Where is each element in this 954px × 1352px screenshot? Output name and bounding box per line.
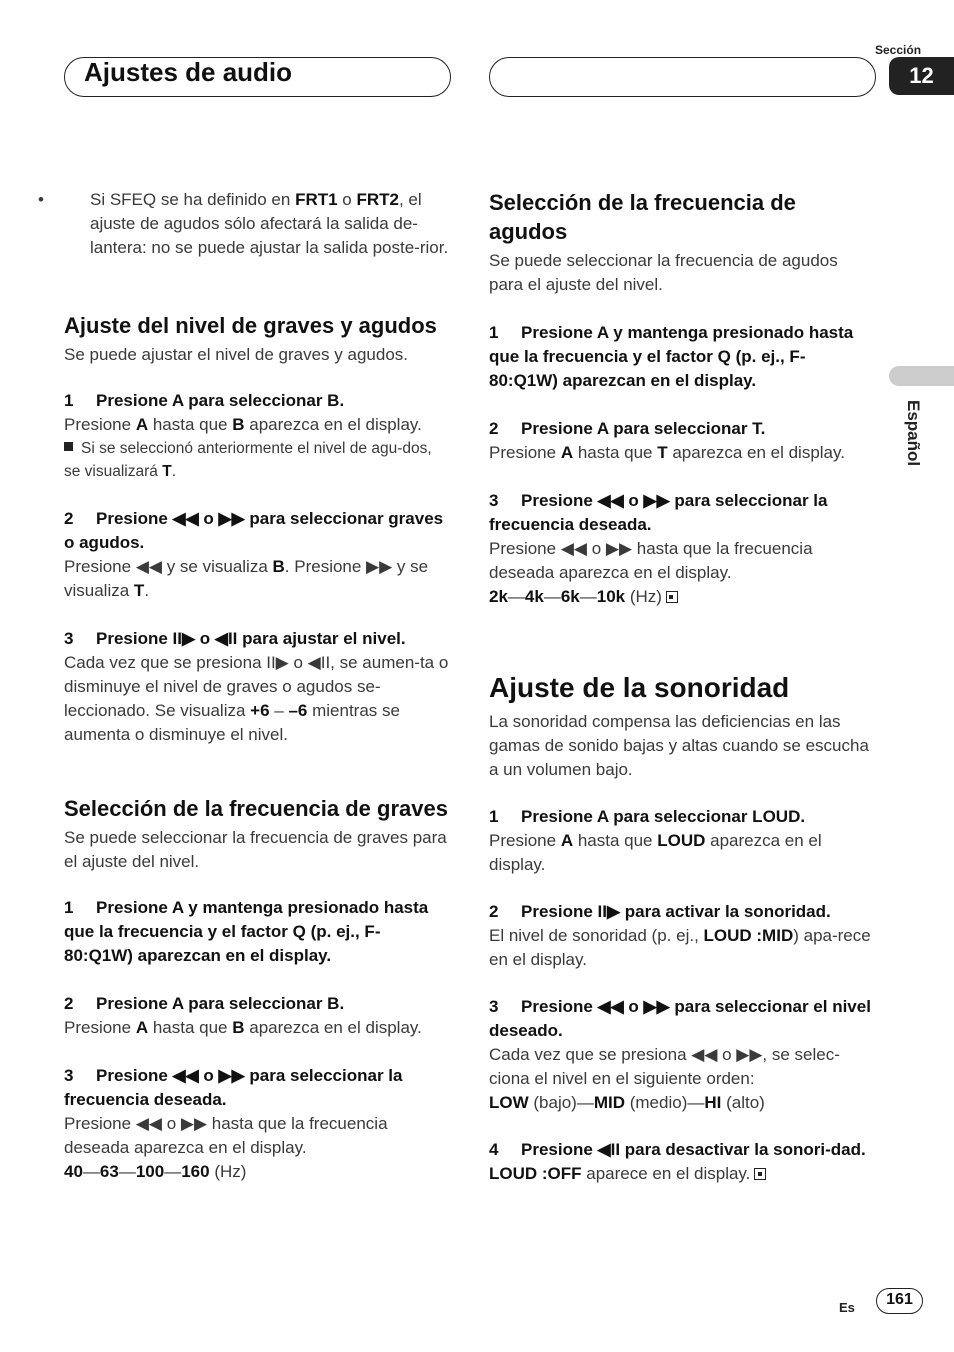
text-bold: LOW	[489, 1093, 529, 1112]
heading-bass-freq: Selección de la frecuencia de graves	[64, 796, 448, 821]
section-label: Sección	[875, 43, 922, 57]
step-title	[489, 489, 875, 537]
frequency-values	[489, 585, 875, 609]
text: —	[543, 587, 561, 606]
text: —	[164, 1162, 182, 1181]
step-text: Presione A para seleccionar T.	[521, 419, 766, 438]
frequency-values	[64, 1160, 450, 1184]
text-bold: LOUD :OFF	[489, 1164, 582, 1183]
text-bold: FRT2	[356, 190, 399, 209]
text-bold: HI	[704, 1093, 722, 1112]
loudness-levels	[489, 1091, 875, 1115]
step-number: 3	[64, 629, 74, 648]
step-title	[489, 805, 875, 829]
step-number: 1	[489, 807, 499, 826]
end-mark-icon	[754, 1168, 766, 1180]
step-number: 2	[489, 419, 499, 438]
step-title	[64, 627, 450, 651]
text: . Presione ▶▶ y se visualiza	[64, 557, 429, 600]
step-body	[489, 924, 875, 972]
text-bold: A	[560, 831, 574, 850]
text-bold: MID	[593, 1093, 626, 1112]
text: .	[171, 463, 176, 480]
step-title	[64, 389, 450, 413]
step-title	[489, 417, 875, 441]
step-body	[489, 1162, 875, 1186]
step-title	[64, 896, 450, 968]
step-body	[64, 1016, 450, 1040]
text: (Hz)	[209, 1162, 247, 1181]
text-bold: B	[232, 1018, 245, 1037]
right-column	[489, 188, 875, 1186]
end-mark-icon	[666, 591, 678, 603]
text-bold: 40	[64, 1162, 83, 1181]
step-body: Presione ◀◀ o ▶▶ hasta que la frecuencia deseada aparezca en el display.	[489, 539, 813, 582]
text: mientras se aumenta o disminuye el nivel.	[64, 701, 400, 744]
step-title	[489, 1138, 875, 1162]
text: aparezca en el display.	[244, 415, 422, 434]
step-title	[64, 1064, 450, 1112]
section-number: 12	[889, 57, 954, 95]
text-bold: A	[135, 415, 149, 434]
step-body: Cada vez que se presiona ◀◀ o ▶▶, se selec-ciona el nivel en el siguiente orden:	[489, 1045, 840, 1088]
step-text: Presione ◀II para desactivar la sonori-dad.	[521, 1140, 866, 1159]
text: hasta que	[148, 1018, 233, 1037]
step-number: 3	[64, 1066, 74, 1085]
step-title	[64, 507, 450, 555]
bullet-note	[38, 188, 450, 260]
step-text: Presione II▶ o ◀II para ajustar el nivel.	[96, 629, 406, 648]
text-bold: A	[135, 1018, 149, 1037]
step-text: Presione A y mantenga presionado hasta que la frecuencia y el factor Q (p. ej., F- 80:Q1W) aparezcan en el display.	[64, 898, 429, 965]
step-text: Presione A y mantenga presionado hasta que la frecuencia y el factor Q (p. ej., F- 80:Q1W) aparezcan en el display.	[489, 323, 854, 390]
text: —	[82, 1162, 100, 1181]
text-bold: 160	[181, 1162, 210, 1181]
text-bold: T	[162, 463, 172, 480]
text: —	[579, 587, 597, 606]
step-title	[489, 900, 875, 924]
step-note	[64, 437, 450, 483]
step-body	[64, 413, 450, 437]
text: (medio)—	[625, 1093, 705, 1112]
step-body: Presione ◀◀ o ▶▶ hasta que la frecuencia deseada aparezca en el display.	[64, 1114, 388, 1157]
step-text: Presione A para seleccionar B.	[96, 391, 345, 410]
text: —	[507, 587, 525, 606]
text: aparece en el display.	[581, 1164, 751, 1183]
step-title	[489, 321, 875, 393]
step-text: Presione ◀◀ o ▶▶ para seleccionar graves o agudos.	[64, 509, 444, 552]
text: Presione	[64, 415, 136, 434]
language-tab-bar	[889, 366, 954, 386]
text-bold: 2k	[489, 587, 508, 606]
text: Presione	[489, 831, 561, 850]
text-bold: 6k	[560, 587, 580, 606]
note-square-icon	[64, 442, 73, 451]
page-title: Ajustes de audio	[84, 57, 293, 87]
step-number: 3	[489, 997, 499, 1016]
text-bold: B	[232, 415, 245, 434]
text-bold: –6	[288, 701, 308, 720]
step-text: Presione ◀◀ o ▶▶ para seleccionar la frecuencia deseada.	[489, 491, 828, 534]
step-number: 3	[489, 491, 499, 510]
language-tab-label: Español	[904, 400, 923, 467]
step-body	[64, 555, 450, 603]
step-text: Presione A para seleccionar B.	[96, 994, 345, 1013]
text: o	[337, 190, 357, 209]
text: hasta que	[573, 831, 658, 850]
text-bold: FRT1	[295, 190, 338, 209]
text: Si SFEQ se ha definido en	[90, 190, 296, 209]
bullet-symbol: •	[38, 190, 44, 209]
step-body	[489, 829, 875, 877]
text-bold: B	[272, 557, 285, 576]
step-title	[489, 995, 875, 1043]
step-body	[64, 651, 450, 747]
step-number: 2	[489, 902, 499, 921]
step-number: 1	[489, 323, 499, 342]
heading-treble-freq: Selección de la frecuencia de agudos	[489, 190, 796, 244]
text-bold: +6	[250, 701, 270, 720]
intro-loudness: La sonoridad compensa las deficiencias en las gamas de sonido bajas y altas cuando se escucha a un volumen bajo.	[489, 712, 869, 779]
step-body	[489, 441, 875, 465]
text-bold: LOUD :MID	[703, 926, 794, 945]
text: (bajo)—	[528, 1093, 594, 1112]
text: hasta que	[573, 443, 658, 462]
step-text: Presione II▶ para activar la sonoridad.	[521, 902, 831, 921]
text-bold: A	[560, 443, 574, 462]
intro-level: Se puede ajustar el nivel de graves y agudos.	[64, 345, 409, 364]
step-text: Presione A para seleccionar LOUD.	[521, 807, 806, 826]
text-bold: 4k	[524, 587, 544, 606]
text: —	[118, 1162, 136, 1181]
text: Presione	[489, 443, 561, 462]
text: aparezca en el display.	[244, 1018, 422, 1037]
step-title	[64, 992, 450, 1016]
step-text: Presione ◀◀ o ▶▶ para seleccionar la frecuencia deseada.	[64, 1066, 403, 1109]
step-number: 2	[64, 509, 74, 528]
text-bold: 63	[99, 1162, 119, 1181]
text-bold: 100	[135, 1162, 165, 1181]
text: Presione	[64, 1018, 136, 1037]
step-number: 1	[64, 898, 74, 917]
heading-level: Ajuste del nivel de graves y agudos	[64, 313, 437, 338]
text-bold: T	[657, 443, 668, 462]
text: .	[144, 581, 150, 600]
page-number: 161	[876, 1288, 923, 1314]
text: Cada vez que se presiona II▶ o ◀II, se aumen-ta o disminuye el nivel de graves o agudos se-leccionado. Se visualiza	[64, 653, 449, 720]
text: –	[269, 701, 289, 720]
text: aparezca en el display.	[489, 831, 822, 874]
step-number: 2	[64, 994, 74, 1013]
text: (Hz)	[625, 587, 662, 606]
step-text: Presione ◀◀ o ▶▶ para seleccionar el nivel deseado.	[489, 997, 871, 1040]
text: hasta que	[148, 415, 233, 434]
text-bold: LOUD	[657, 831, 706, 850]
left-column	[38, 188, 450, 1184]
text-bold: 10k	[596, 587, 626, 606]
text: El nivel de sonoridad (p. ej.,	[489, 926, 704, 945]
text-bold: T	[133, 581, 145, 600]
step-number: 4	[489, 1140, 499, 1159]
heading-loudness: Ajuste de la sonoridad	[489, 672, 790, 703]
text: aparezca en el display.	[667, 443, 845, 462]
text: Si se seleccionó anteriormente el nivel de agu-dos, se visualizará	[64, 440, 432, 480]
text: (alto)	[721, 1093, 765, 1112]
intro-bass-freq: Se puede seleccionar la frecuencia de graves para el ajuste del nivel.	[64, 828, 447, 871]
text: Presione ◀◀ y se visualiza	[64, 557, 273, 576]
text: , el ajuste de agudos sólo afectará la salida de-lantera: no se puede ajustar la salida poste-rior.	[90, 190, 449, 257]
intro-treble-freq: Se puede seleccionar la frecuencia de agudos para el ajuste del nivel.	[489, 251, 838, 294]
text: ) apa-rece en el display.	[489, 926, 871, 969]
step-number: 1	[64, 391, 74, 410]
header-blank-frame	[489, 57, 876, 97]
footer-lang-code: Es	[839, 1300, 855, 1315]
